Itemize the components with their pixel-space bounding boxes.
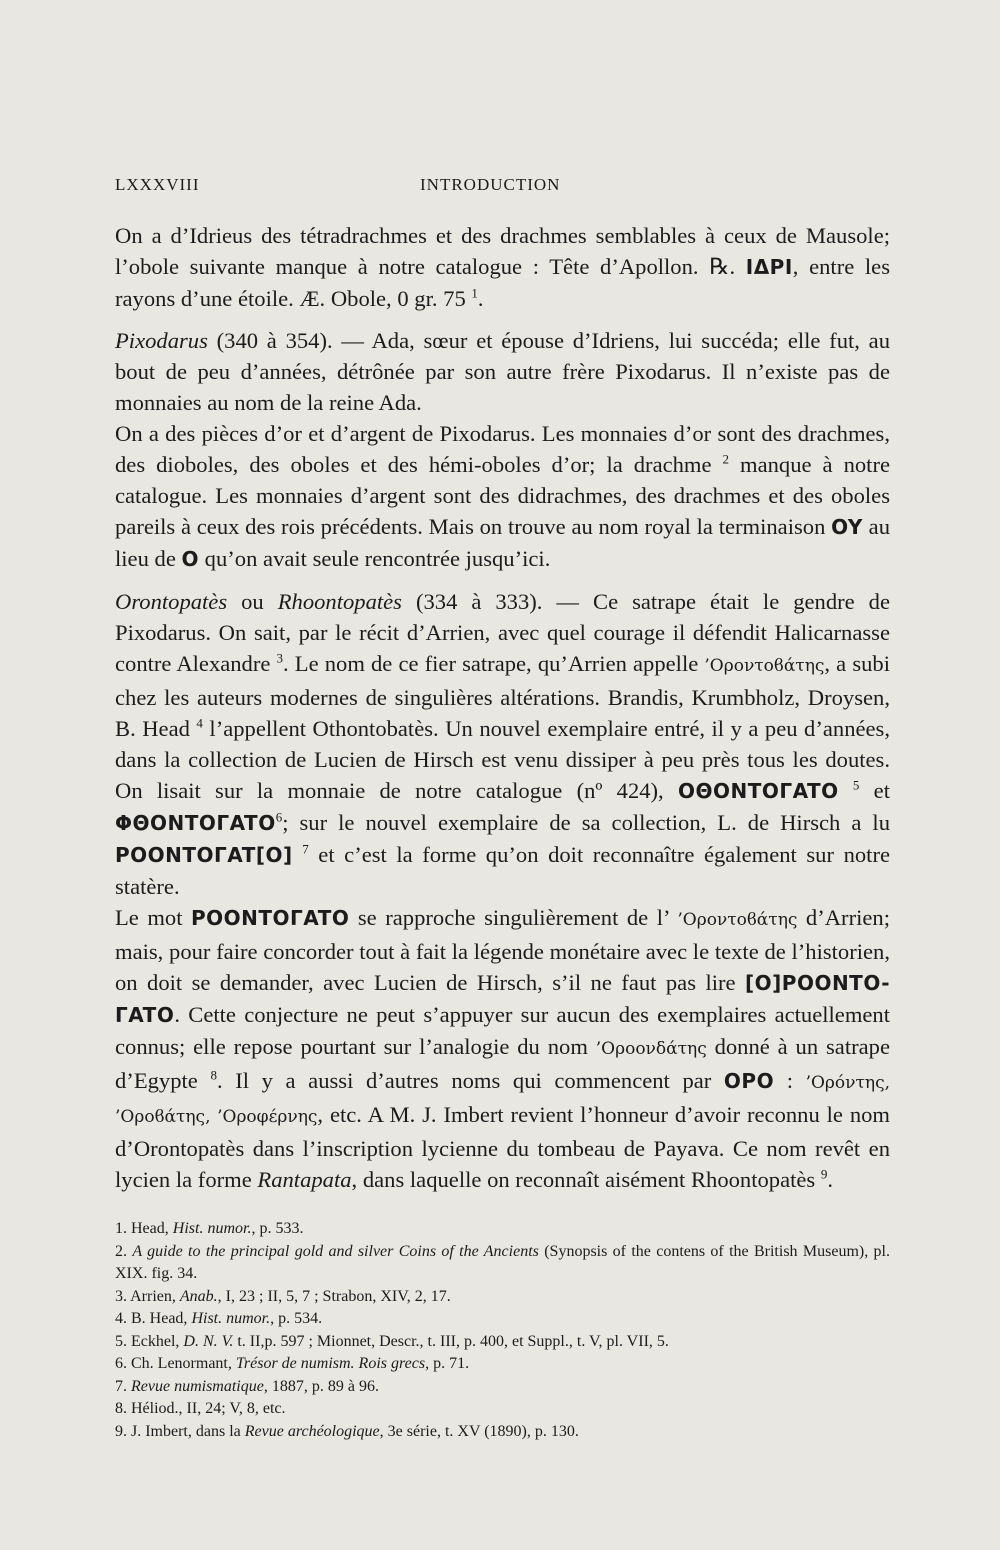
folio-number: LXXXVIII xyxy=(115,175,200,194)
greek-word: ’Ορoντoϐάτης xyxy=(677,910,798,930)
footnote-ref: 8 xyxy=(210,1067,217,1083)
paragraph-pixodarus: Pixodarus (340 à 354). — Ada, sœur et épouse d’Idriens, lui succéda; elle fut, au bout de peu d’années, détrônée par son autre frère Pixodarus. Il n’existe pas de monnaies au nom de la reine Ada. xyxy=(115,328,890,415)
footnote: 9. J. Imbert, dans la Revue archéologique, 3e série, t. XV (1890), p. 130. xyxy=(115,1422,579,1440)
footnote-ref: 5 xyxy=(852,777,860,793)
footnote: 2. A guide to the principal gold and silver Coins of the Ancients (Synopsis of the contens of the British Museum), pl. XIX. fig. 34. xyxy=(115,1242,890,1282)
coin-legend: OΘONTOΓATO xyxy=(677,779,839,803)
footnote: 6. Ch. Lenormant, Trésor de numism. Rois grecs, p. 71. xyxy=(115,1355,470,1372)
footnote-ref: 9 xyxy=(820,1166,828,1182)
footnotes xyxy=(115,1218,890,1443)
section-name: Rhoontopatès xyxy=(277,589,402,614)
greek-word: ’Ορόντης, ’Οροϐάτης, ’Οροφέρνης xyxy=(115,1073,891,1127)
coin-legend: [O]POONTO-ΓATO xyxy=(115,971,890,1027)
paragraph-orontopates: Orontopatès ou Rhoontopatès (334 à 333). — Ce satrape était le gendre de Pixodarus. On sait, par le récit d’Arrien, avec quel courage il défendit Halicarnasse contre Alexandre $^3$. Le nom de ce fier satrape, qu’Arrien appelle ’Ορoντoϐάτης, a subi chez les auteurs modernes de singulières altérations. Brandis, Krumbholz, Droysen, B. Head $^4$ l’appellent Othontobatès. Un nouvel exemplaire entré, il y a peu d’années, dans la collection de Lucien de Hirsch est venu dissiper à peu près tous les doutes. On lisait sur la monnaie de notre catalogue (nº 424), OΘONTOΓATO $^5$ et ΦΘONTOΓATO$^6$; sur le nouvel exemplaire de sa collection, L. de Hirsch a lu POONTOΓAT[O] $^7$ et c’est la forme qu’on doit reconnaître également sur notre statère. xyxy=(115,589,891,899)
paragraph-poontopato: Le mot POONTOΓATO se rapproche singulièrement de l’ ’Ορoντoϐάτης d’Arrien; mais, pour faire concorder tout à fait la légende monétaire avec le texte de l’historien, on doit se demander, avec Lucien de Hirsch, s’il ne faut pas lire [O]POONTO-ΓATO. Cette conjecture ne peut s’appuyer sur aucun des exemplaires actuellement connus; elle repose pourtant sur l’analogie du nom ’Ορooνδάτης donné à un satrape d’Egypte $^8$. Il y a aussi d’autres noms qui commencent par OPO : ’Ορόντης, ’Οροϐάτης, ’Οροφέρνης, etc. A M. J. Imbert revient l’honneur d’avoir reconnu le nom d’Orontopatès dans l’inscription lycienne du tombeau de Payava. Ce nom revêt en lycien la forme Rantapata, dans laquelle on reconnaît aisément Rhoontopatès $^9$. xyxy=(115,905,891,1192)
footnote: 5. Eckhel, D. N. V. t. II,p. 597 ; Mionnet, Descr., t. III, p. 400, et Suppl., t. V, pl. VII, 5. xyxy=(115,1332,669,1350)
coin-legend: POONTOΓAT[O] xyxy=(115,843,293,867)
footnote: 4. B. Head, Hist. numor., p. 534. xyxy=(115,1310,323,1327)
coin-legend: O xyxy=(181,547,200,571)
footnote: 1. Head, Hist. numor., p. 533. xyxy=(115,1220,304,1237)
footnote-ref: 3 xyxy=(276,650,284,666)
paragraph-idrieus: On a d’Idrieus des tétradrachmes et des drachmes semblables à ceux de Mausole; l’obole suivante manque à notre catalogue : Tête d’Apollon. ℞. IΔPI, entre les rayons d’une étoile. Æ. Obole, 0 gr. 75 $^1$. xyxy=(115,223,890,311)
footnote: 3. Arrien, Anab., I, 23 ; II, 5, 7 ; Strabon, XIV, 2, 17. xyxy=(115,1287,451,1305)
coin-legend: OY xyxy=(831,515,863,539)
footnote-ref: 1 xyxy=(471,285,478,301)
coin-legend: IΔPI xyxy=(745,255,793,279)
coin-legend: OPO xyxy=(723,1069,775,1093)
footnote-ref: 6 xyxy=(275,809,283,825)
footnote-ref: 2 xyxy=(722,451,730,467)
main-text xyxy=(115,220,890,1195)
footnote-ref: 7 xyxy=(302,841,309,857)
running-title: INTRODUCTION xyxy=(420,175,561,194)
running-header xyxy=(115,175,885,203)
coin-legend: ΦΘONTOΓATO xyxy=(115,811,276,835)
section-name: Orontopatès xyxy=(115,589,228,614)
coin-legend: POONTOΓATO xyxy=(191,906,350,930)
footnote-ref: 4 xyxy=(196,715,203,731)
greek-word: ’Ορooνδάτης xyxy=(595,1039,707,1059)
paragraph-pixodarus-coins: On a des pièces d’or et d’argent de Pixodarus. Les monnaies d’or sont des drachmes, des dioboles, des oboles et des hémi-oboles d’or; la drachme $^2$ manque à notre catalogue. Les monnaies d’argent sont des didrachmes, des drachmes et des oboles pareils à ceux des rois précédents. Mais on trouve au nom royal la terminaison OY au lieu de O qu’on avait seule rencontrée jusqu’ici. xyxy=(115,421,890,571)
section-name: Pixodarus xyxy=(115,328,208,353)
greek-word: ’Ορoντoϐάτης xyxy=(704,656,825,676)
footnote: 8. Héliod., II, 24; V, 8, etc. xyxy=(115,1400,286,1417)
lycian-name: Rantapata xyxy=(257,1167,352,1192)
footnote: 7. Revue numismatique, 1887, p. 89 à 96. xyxy=(115,1377,379,1395)
